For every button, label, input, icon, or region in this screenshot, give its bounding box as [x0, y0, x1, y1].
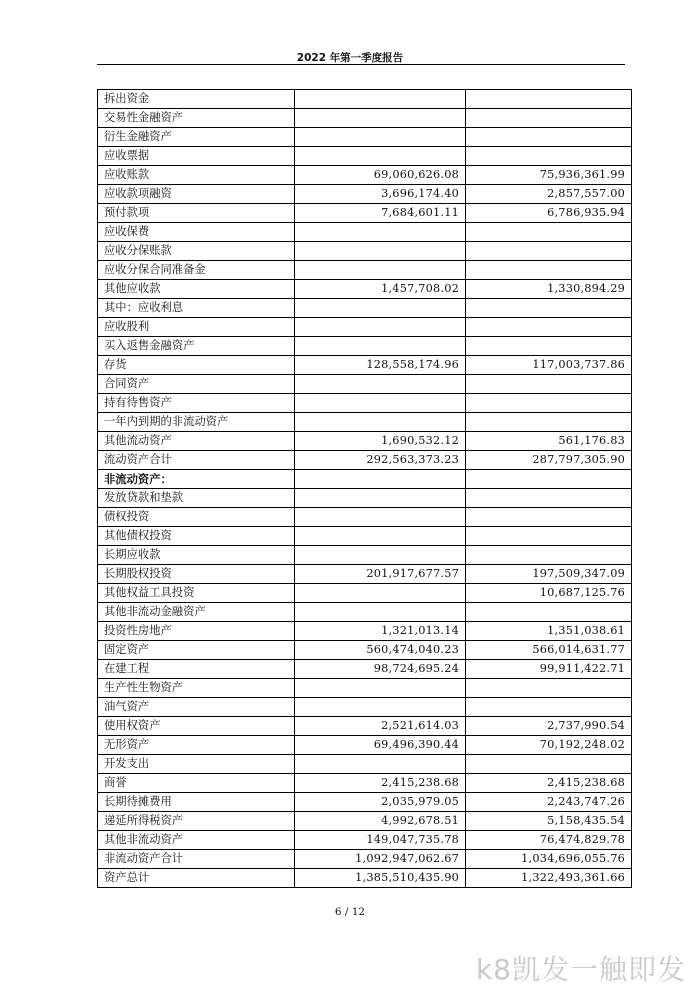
year-start-value [466, 546, 632, 565]
table-row [98, 394, 632, 413]
balance-sheet-body [98, 90, 632, 888]
period-end-value: 128,558,174.96 [295, 356, 466, 375]
row-label: 交易性金融资产 [98, 109, 295, 128]
year-start-value [466, 508, 632, 527]
table-row [98, 185, 632, 204]
period-end-value: 2,521,614.03 [295, 717, 466, 736]
table-row [98, 242, 632, 261]
row-label: 应收票据 [98, 147, 295, 166]
table-row [98, 850, 632, 869]
period-end-value [295, 299, 466, 318]
period-end-value [295, 128, 466, 147]
year-start-value [466, 489, 632, 508]
row-label: 发放贷款和垫款 [98, 489, 295, 508]
year-start-value: 287,797,305.90 [466, 451, 632, 470]
row-label: 开发支出 [98, 755, 295, 774]
period-end-value [295, 90, 466, 109]
period-end-value: 4,992,678.51 [295, 812, 466, 831]
row-label: 商誉 [98, 774, 295, 793]
period-end-value: 1,457,708.02 [295, 280, 466, 299]
table-row [98, 299, 632, 318]
year-start-value [466, 223, 632, 242]
year-start-value [466, 109, 632, 128]
table-row [98, 128, 632, 147]
row-label: 生产性生物资产 [98, 679, 295, 698]
table-row [98, 641, 632, 660]
table-row [98, 660, 632, 679]
balance-sheet-table [97, 89, 632, 888]
row-label: 其他应收款 [98, 280, 295, 299]
period-end-value [295, 394, 466, 413]
row-label: 递延所得税资产 [98, 812, 295, 831]
year-start-value: 2,415,238.68 [466, 774, 632, 793]
row-label: 债权投资 [98, 508, 295, 527]
row-label: 应收账款 [98, 166, 295, 185]
period-end-value [295, 242, 466, 261]
row-label: 其他非流动资产 [98, 831, 295, 850]
year-start-value [466, 375, 632, 394]
row-label: 应收款项融资 [98, 185, 295, 204]
row-label: 买入返售金融资产 [98, 337, 295, 356]
table-row [98, 698, 632, 717]
year-start-value [466, 470, 632, 489]
period-end-value [295, 147, 466, 166]
year-start-value: 117,003,737.86 [466, 356, 632, 375]
period-end-value [295, 470, 466, 489]
year-start-value [466, 147, 632, 166]
row-label: 拆出资金 [98, 90, 295, 109]
row-label: 预付款项 [98, 204, 295, 223]
year-start-value [466, 128, 632, 147]
table-row [98, 774, 632, 793]
row-label: 持有待售资产 [98, 394, 295, 413]
row-label: 长期股权投资 [98, 565, 295, 584]
table-row [98, 470, 632, 489]
period-end-value [295, 261, 466, 280]
table-row [98, 356, 632, 375]
period-end-value: 2,415,238.68 [295, 774, 466, 793]
period-end-value: 7,684,601.11 [295, 204, 466, 223]
year-start-value: 1,330,894.29 [466, 280, 632, 299]
row-label: 油气资产 [98, 698, 295, 717]
row-label: 在建工程 [98, 660, 295, 679]
table-row [98, 869, 632, 888]
year-start-value [466, 413, 632, 432]
table-row [98, 489, 632, 508]
year-start-value [466, 337, 632, 356]
year-start-value: 10,687,125.76 [466, 584, 632, 603]
year-start-value: 1,351,038.61 [466, 622, 632, 641]
period-end-value: 1,385,510,435.90 [295, 869, 466, 888]
table-row [98, 432, 632, 451]
year-start-value [466, 394, 632, 413]
row-label: 使用权资产 [98, 717, 295, 736]
period-end-value [295, 527, 466, 546]
period-end-value: 560,474,040.23 [295, 641, 466, 660]
table-row [98, 261, 632, 280]
table-row [98, 679, 632, 698]
table-row [98, 375, 632, 394]
year-start-value: 197,509,347.09 [466, 565, 632, 584]
period-end-value [295, 584, 466, 603]
period-end-value: 1,690,532.12 [295, 432, 466, 451]
table-row [98, 337, 632, 356]
period-end-value: 2,035,979.05 [295, 793, 466, 812]
table-row [98, 451, 632, 470]
row-label: 其中：应收利息 [98, 299, 295, 318]
table-row [98, 280, 632, 299]
period-end-value: 3,696,174.40 [295, 185, 466, 204]
watermark-text: k8凯发一触即发 [475, 953, 686, 986]
year-start-value: 2,737,990.54 [466, 717, 632, 736]
year-start-value: 99,911,422.71 [466, 660, 632, 679]
period-end-value [295, 755, 466, 774]
period-end-value: 98,724,695.24 [295, 660, 466, 679]
period-end-value [295, 546, 466, 565]
row-label: 应收股利 [98, 318, 295, 337]
year-start-value: 70,192,248.02 [466, 736, 632, 755]
row-label: 固定资产 [98, 641, 295, 660]
table-row [98, 793, 632, 812]
period-end-value [295, 318, 466, 337]
year-start-value [466, 318, 632, 337]
year-start-value: 6,786,935.94 [466, 204, 632, 223]
table-row [98, 717, 632, 736]
table-row [98, 603, 632, 622]
table-row [98, 527, 632, 546]
row-label: 长期应收款 [98, 546, 295, 565]
year-start-value [466, 242, 632, 261]
year-start-value [466, 299, 632, 318]
row-label: 长期待摊费用 [98, 793, 295, 812]
row-label: 流动资产合计 [98, 451, 295, 470]
year-start-value [466, 261, 632, 280]
period-end-value: 292,563,373.23 [295, 451, 466, 470]
period-end-value [295, 698, 466, 717]
table-row [98, 812, 632, 831]
table-row [98, 90, 632, 109]
row-label: 合同资产 [98, 375, 295, 394]
row-label: 应收分保合同准备金 [98, 261, 295, 280]
year-start-value [466, 603, 632, 622]
row-label: 其他流动资产 [98, 432, 295, 451]
year-start-value [466, 679, 632, 698]
period-end-value: 201,917,677.57 [295, 565, 466, 584]
table-row [98, 204, 632, 223]
report-title: 2022 年第一季度报告 [296, 52, 404, 64]
period-end-value: 69,496,390.44 [295, 736, 466, 755]
year-start-value: 1,322,493,361.66 [466, 869, 632, 888]
year-start-value: 76,474,829.78 [466, 831, 632, 850]
year-start-value: 561,176.83 [466, 432, 632, 451]
period-end-value [295, 508, 466, 527]
year-start-value [466, 90, 632, 109]
year-start-value: 566,014,631.77 [466, 641, 632, 660]
row-label: 其他非流动金融资产 [98, 603, 295, 622]
table-row [98, 223, 632, 242]
page-number: 6 / 12 [334, 906, 366, 918]
period-end-value: 1,092,947,062.67 [295, 850, 466, 869]
row-label: 其他权益工具投资 [98, 584, 295, 603]
row-label: 非流动资产合计 [98, 850, 295, 869]
table-row [98, 736, 632, 755]
row-label: 非流动资产： [98, 470, 295, 489]
row-label: 一年内到期的非流动资产 [98, 413, 295, 432]
row-label: 其他债权投资 [98, 527, 295, 546]
year-start-value: 75,936,361.99 [466, 166, 632, 185]
year-start-value: 1,034,696,055.76 [466, 850, 632, 869]
table-row [98, 109, 632, 128]
table-row [98, 546, 632, 565]
row-label: 存货 [98, 356, 295, 375]
row-label: 投资性房地产 [98, 622, 295, 641]
period-end-value [295, 337, 466, 356]
table-row [98, 147, 632, 166]
period-end-value [295, 223, 466, 242]
table-row [98, 622, 632, 641]
year-start-value [466, 755, 632, 774]
table-row [98, 413, 632, 432]
period-end-value [295, 413, 466, 432]
header-divider [97, 64, 625, 65]
table-row [98, 508, 632, 527]
year-start-value: 2,243,747.26 [466, 793, 632, 812]
period-end-value: 1,321,013.14 [295, 622, 466, 641]
table-row [98, 755, 632, 774]
table-row [98, 831, 632, 850]
table-row [98, 318, 632, 337]
period-end-value [295, 679, 466, 698]
row-label: 资产总计 [98, 869, 295, 888]
year-start-value [466, 527, 632, 546]
table-row [98, 565, 632, 584]
period-end-value: 69,060,626.08 [295, 166, 466, 185]
table-row [98, 584, 632, 603]
row-label: 应收分保账款 [98, 242, 295, 261]
period-end-value: 149,047,735.78 [295, 831, 466, 850]
period-end-value [295, 375, 466, 394]
period-end-value [295, 603, 466, 622]
year-start-value: 2,857,557.00 [466, 185, 632, 204]
table-row [98, 166, 632, 185]
period-end-value [295, 489, 466, 508]
year-start-value: 5,158,435.54 [466, 812, 632, 831]
row-label: 衍生金融资产 [98, 128, 295, 147]
row-label: 应收保费 [98, 223, 295, 242]
period-end-value [295, 109, 466, 128]
year-start-value [466, 698, 632, 717]
row-label: 无形资产 [98, 736, 295, 755]
